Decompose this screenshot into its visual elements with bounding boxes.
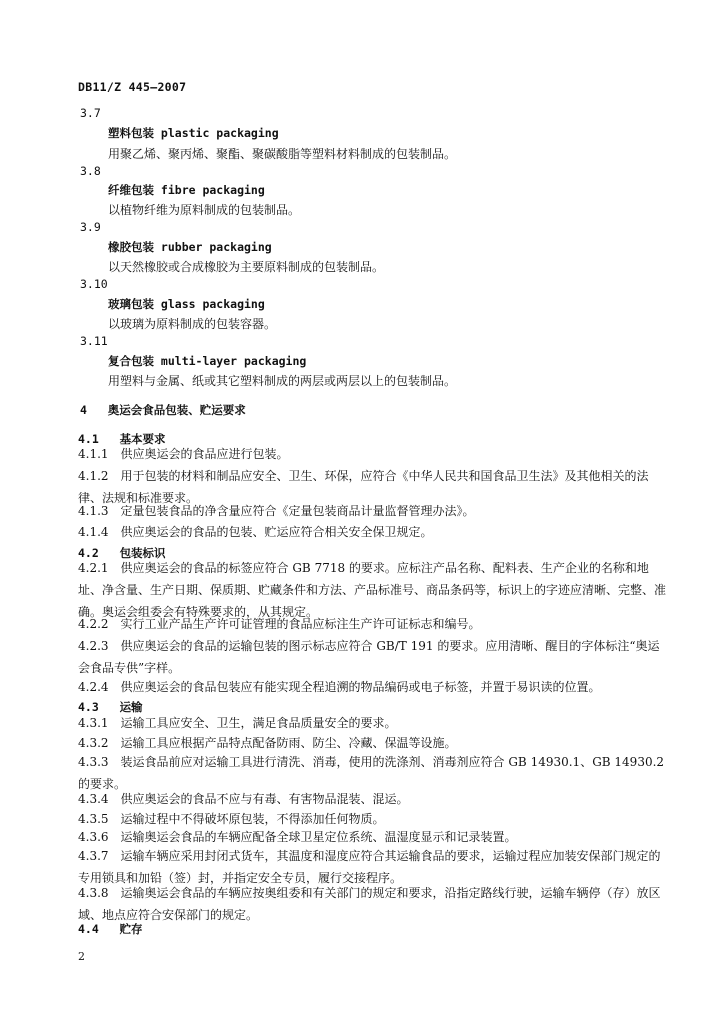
paragraph: 4.3.2 运输工具应根据产品特点配备防雨、防尘、冷藏、保温等设施。 xyxy=(78,736,457,750)
clause-number: 3.10 xyxy=(80,277,108,291)
document-code: DB11/Z 445—2007 xyxy=(78,80,187,94)
section-title: 奥运会食品包装、贮运要求 xyxy=(107,403,246,417)
paragraph: 4.1.3 定量包装食品的净含量应符合《定量包装商品计量监督管理办法》。 xyxy=(78,504,475,518)
term-title: 纤维包装 fibre packaging xyxy=(108,183,265,197)
paragraph: 4.3.1 运输工具应安全、卫生，满足食品质量安全的要求。 xyxy=(78,716,397,730)
term-title: 塑料包装 plastic packaging xyxy=(108,126,279,140)
page-number: 2 xyxy=(78,950,85,963)
clause-number: 3.8 xyxy=(80,164,101,178)
paragraph: 4.1.1 供应奥运会的食品应进行包装。 xyxy=(78,447,289,461)
paragraph: 4.2.4 供应奥运会的食品包装应有能实现全程追溯的物品编码或电子标签，并置于易识读的位置。 xyxy=(78,680,601,694)
paragraph: 4.2.2 实行工业产品生产许可证管理的食品应标注生产许可证标志和编号。 xyxy=(78,617,481,631)
paragraph: 4.2.3 供应奥运会的食品的运输包装的图示标志应符合 GB/T 191 的要求。应用清晰、醒目的字体标注“奥运会食品专供”字样。 xyxy=(78,639,660,675)
subsection-number: 4.3 xyxy=(78,700,99,714)
term-title: 玻璃包装 glass packaging xyxy=(108,297,265,311)
term-definition: 用塑料与金属、纸或其它塑料制成的两层或两层以上的包装制品。 xyxy=(108,374,457,388)
paragraph: 4.3.4 供应奥运会的食品不应与有毒、有害物品混装、混运。 xyxy=(78,792,409,806)
term-definition: 用聚乙烯、聚丙烯、聚酯、聚碳酸脂等塑料材料制成的包装制品。 xyxy=(108,147,457,161)
section-heading xyxy=(80,402,246,418)
subsection-heading xyxy=(78,921,143,937)
paragraph: 4.3.6 运输奥运会食品的车辆应配备全球卫星定位系统、温湿度显示和记录装置。 xyxy=(78,830,517,844)
clause-number: 3.11 xyxy=(80,334,108,348)
paragraph: 4.3.8 运输奥运会食品的车辆应按奥组委和有关部门的规定和要求，沿指定路线行驶，运输车辆停（存）放区域、地点应符合安保部门的规定。 xyxy=(78,886,661,922)
clause-number: 3.7 xyxy=(80,106,101,120)
subsection-title: 运输 xyxy=(119,700,143,714)
subsection-title: 贮存 xyxy=(119,922,143,936)
paragraph: 4.1.2 用于包装的材料和制品应安全、卫生、环保，应符合《中华人民共和国食品卫生法》及其他相关的法律、法规和标准要求。 xyxy=(78,469,649,505)
section-number: 4 xyxy=(80,403,87,417)
paragraph: 4.3.5 运输过程中不得破坏原包装，不得添加任何物质。 xyxy=(78,812,385,826)
paragraph: 4.1.4 供应奥运会的食品的包装、贮运应符合相关安全保卫规定。 xyxy=(78,525,433,539)
term-definition: 以天然橡胶或合成橡胶为主要原料制成的包装制品。 xyxy=(108,260,385,274)
term-definition: 以玻璃为原料制成的包装容器。 xyxy=(108,317,277,331)
subsection-title: 基本要求 xyxy=(119,432,166,446)
term-definition: 以植物纤维为原料制成的包装制品。 xyxy=(108,203,301,217)
term-title: 复合包装 multi-layer packaging xyxy=(108,354,307,368)
subsection-number: 4.2 xyxy=(78,546,99,560)
term-title: 橡胶包装 rubber packaging xyxy=(108,240,272,254)
subsection-title: 包装标识 xyxy=(119,546,166,560)
paragraph: 4.3.3 装运食品前应对运输工具进行清洗、消毒，使用的洗涤剂、消毒剂应符合 GB 14930.1、GB 14930.2 的要求。 xyxy=(78,755,665,791)
paragraph: 4.3.7 运输车辆应采用封闭式货车，其温度和湿度应符合其运输食品的要求，运输过程应加装安保部门规定的专用锁具和加铅（签）封，并指定安全专员，履行交接程序。 xyxy=(78,849,661,885)
clause-number: 3.9 xyxy=(80,220,101,234)
paragraph: 4.2.1 供应奥运会的食品的标签应符合 GB 7718 的要求。应标注产品名称、配料表、生产企业的名称和地址、净含量、生产日期、保质期、贮藏条件和方法、产品标准号、商品条码等，标识上的字迹应清晰、完整、准确。奥运会组委会有特殊要求的，从其规定。 xyxy=(78,561,667,619)
subsection-number: 4.1 xyxy=(78,432,99,446)
subsection-number: 4.4 xyxy=(78,922,99,936)
